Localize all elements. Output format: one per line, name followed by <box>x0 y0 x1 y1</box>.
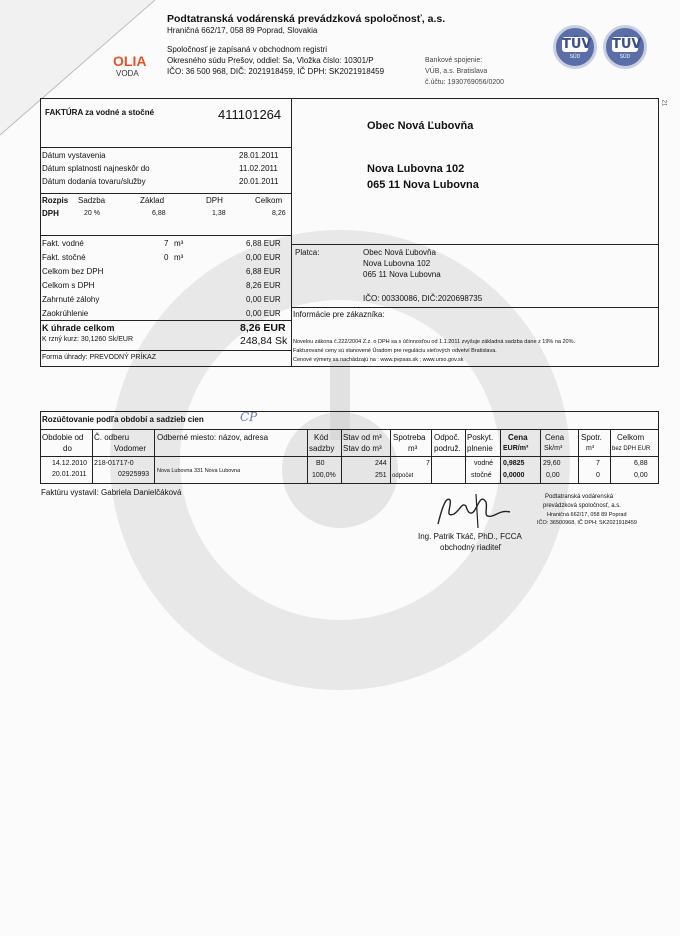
col-stav-2: Stav do m³ <box>343 444 382 453</box>
row-plnenie-1: vodné <box>474 460 494 467</box>
col-odpocet: Odpoč. <box>434 433 460 442</box>
amount-value: 0,00 EUR <box>246 253 281 262</box>
col-cena: Cena <box>508 433 528 442</box>
logo-text: OLIA <box>113 53 147 69</box>
col-cena-2: EUR/m³ <box>503 445 529 452</box>
payer-name: Obec Nová Ľubovňa <box>363 248 436 257</box>
rozpis-row-zaklad: 6,88 <box>152 210 166 217</box>
date-label: Dátum vystavenia <box>42 151 106 160</box>
row-stav-od: 244 <box>375 460 387 467</box>
col-poskyt-2: plnenie <box>467 444 493 453</box>
row-spotr-2: 0 <box>596 472 600 479</box>
payment-form: Forma úhrady: PREVODNÝ PRÍKAZ <box>42 354 156 361</box>
info-line-1: Novelou zákona č.222/2004 Z.z. o DPH sa s účinnosťou od 1.1.2011 zvyšuje základná sadzba dane z 19% na 20%. <box>293 339 576 345</box>
total-label: K úhrade celkom <box>42 323 115 333</box>
column-divider <box>341 429 342 484</box>
row-cena-2: 0,0000 <box>503 472 525 479</box>
row-kod-2: 100,0% <box>312 472 336 479</box>
column-divider <box>578 429 579 484</box>
row-stav-do: 251 <box>375 472 387 479</box>
amount-unit: m³ <box>174 253 184 262</box>
side-page-number: 21 <box>660 99 667 107</box>
register-line-2: Okresného súdu Prešov, oddiel: Sa, Vložka číslo: 10301/P <box>167 56 374 65</box>
handwritten-note: CP <box>240 410 258 424</box>
logo-subtext: VODA <box>116 69 139 78</box>
customer-name: Obec Nová Ľubovňa <box>367 120 474 132</box>
amount-label: Zahrnuté zálohy <box>42 295 100 304</box>
amount-value: 6,88 EUR <box>246 239 281 248</box>
exchange-rate: K rzný kurz: 30,1260 Sk/EUR <box>42 336 134 343</box>
company-name: Podtatranská vodárenská prevádzková spoločnosť, a.s. <box>167 13 446 25</box>
rozpis-header-sadzba: Sadzba <box>78 196 106 205</box>
rozpis-header-dph: DPH <box>206 196 223 205</box>
column-divider <box>390 429 391 484</box>
row-sk-1: 29,60 <box>543 460 561 467</box>
row-spotreba: 7 <box>426 460 430 467</box>
row-odpocet: odpočet <box>392 473 414 479</box>
amount-value: 6,88 EUR <box>246 267 281 276</box>
col-spotreba: Spotreba <box>393 433 426 442</box>
rozpis-header-label: Rozpis <box>42 196 69 205</box>
row-celkom-2: 0,00 <box>634 472 648 479</box>
column-divider <box>307 429 308 484</box>
col-spotreba-2: m³ <box>408 444 418 453</box>
rozpis-row-celkom: 8,26 <box>272 210 286 217</box>
stamp-line-4: IČO: 36500968, IČ DPH: SK2021918459 <box>537 520 637 526</box>
column-divider <box>465 429 466 484</box>
col-stav: Stav od m³ <box>343 433 382 442</box>
payer-address-1: Nova Lubovna 102 <box>363 259 431 268</box>
amount-label: Zaokrúhlenie <box>42 309 89 318</box>
row-vodomer: 02925993 <box>118 471 150 478</box>
rozpis-header-celkom: Celkom <box>255 196 283 205</box>
stamp-line-3: Hraničná 662/17, 058 89 Poprad <box>547 512 627 518</box>
col-celkom: Celkom <box>617 433 645 442</box>
invoice-number: 411101264 <box>218 107 282 122</box>
row-miesto: Nova Lubovna 331 Nova Lubovna <box>157 468 241 474</box>
amount-label: Celkom s DPH <box>42 281 95 290</box>
info-line-3: Cenové výmery sa nachádzajú na : www.pvpsas.sk ; www.urso.gov.sk <box>293 357 464 363</box>
column-divider <box>540 429 541 484</box>
col-vodomer: Vodomer <box>114 444 147 453</box>
column-divider <box>154 429 155 484</box>
row-plnenie-2: stočné <box>471 472 492 479</box>
column-divider <box>431 429 432 484</box>
col-cena-sk: Cena <box>545 433 565 442</box>
info-label: Informácie pre zákazníka: <box>293 310 385 319</box>
row-odber: 218-01717-0 <box>94 460 134 467</box>
row-celkom-1: 6,88 <box>634 460 648 467</box>
date-value: 20.01.2011 <box>239 177 279 186</box>
total-sk: 248,84 Sk <box>240 335 288 347</box>
col-odber: Č. odberu <box>94 433 130 442</box>
amount-qty: 7 <box>164 239 169 248</box>
issued-by: Faktúru vystavil: Gabriela Danielčáková <box>41 488 182 497</box>
stamp-line-2: prevádzková spoločnosť, a.s. <box>543 503 621 509</box>
amount-label: Celkom bez DPH <box>42 267 104 276</box>
payer-address-2: 065 11 Nova Lubovna <box>363 270 441 279</box>
payer-ids: IČO: 00330086, DIČ:2020698735 <box>363 294 483 303</box>
date-value: 28.01.2011 <box>239 151 279 160</box>
row-kod: B0 <box>316 460 325 467</box>
rozpis-row-dph: 1,38 <box>212 210 226 217</box>
total-value: 8,26 EUR <box>240 322 286 334</box>
row-sk-2: 0,00 <box>546 472 560 479</box>
amount-unit: m³ <box>174 239 184 248</box>
date-value: 11.02.2011 <box>239 164 278 173</box>
col-spotr-2: m³ <box>586 445 595 452</box>
date-label: Dátum dodania tovaru/služby <box>42 177 146 186</box>
row-od: 14.12.2010 <box>52 460 88 467</box>
register-line-3: IČO: 36 500 968, DIČ: 2021918459, IČ DPH: SK2021918459 <box>167 67 385 76</box>
signatory-name: Ing. Patrik Tkáč, PhD., FCCA <box>418 532 522 541</box>
column-divider <box>92 429 93 484</box>
amount-value: 0,00 EUR <box>246 295 281 304</box>
row-do: 20.01.2011 <box>52 471 87 478</box>
signature-image <box>432 488 522 533</box>
rozpis-row-sadzba: 20 % <box>84 210 100 217</box>
amount-label: Fakt. stočné <box>42 253 86 262</box>
signatory-title: obchodný riaditeľ <box>440 543 502 552</box>
row-spotr-1: 7 <box>596 460 600 467</box>
invoice-title: FAKTÚRA za vodné a stočné <box>45 108 155 117</box>
amount-qty: 0 <box>164 253 169 262</box>
bank-label: Bankové spojenie: <box>425 57 483 64</box>
col-miesto: Odberné miesto: názov, adresa <box>157 433 269 442</box>
col-poskyt: Poskyt. <box>467 433 494 442</box>
col-cena-sk-2: Sk/m³ <box>544 445 563 452</box>
tuv-certificate-badge: TÜV SÜD <box>603 25 647 69</box>
stamp-line-1: Podtatranská vodárenská <box>545 494 614 500</box>
rozpis-header-zaklad: Základ <box>140 196 165 205</box>
info-line-2: Fakturované ceny sú stanovené Úradom pre reguláciu sieťových odvetví Bratislava. <box>293 348 497 354</box>
col-kod-2: sadzby <box>309 444 335 453</box>
payer-label: Platca: <box>295 248 320 257</box>
col-obdobie-2: do <box>63 444 72 453</box>
bank-account: č.účtu: 1930769056/0200 <box>425 79 505 86</box>
col-kod: Kód <box>314 433 329 442</box>
amount-value: 0,00 EUR <box>246 309 281 318</box>
col-odpocet-2: podruž. <box>434 444 461 453</box>
bank-name: VÚB, a.s. Bratislava <box>425 68 488 75</box>
tuv-certificate-badge: TÜV SÜD <box>553 25 597 69</box>
company-address: Hraničná 662/17, 058 89 Poprad, Slovakia <box>167 26 318 35</box>
col-obdobie: Obdobie od <box>42 433 84 442</box>
register-line-1: Spoločnosť je zapísaná v obchodnom registri <box>167 45 327 54</box>
customer-address-2: 065 11 Nova Lubovna <box>367 179 479 191</box>
col-celkom-2: bez DPH EUR <box>612 446 651 452</box>
amount-value: 8,26 EUR <box>246 281 281 290</box>
customer-address-1: Nova Lubovna 102 <box>367 163 465 175</box>
col-spotr: Spotr. <box>581 433 602 442</box>
row-cena-1: 0,9825 <box>503 460 525 467</box>
invoice-frame <box>40 98 659 367</box>
rozpis-row-label: DPH <box>42 209 59 218</box>
date-label: Dátum splatnosti najneskôr do <box>42 164 150 173</box>
amount-label: Fakt. vodné <box>42 239 84 248</box>
column-divider <box>500 429 501 484</box>
breakdown-title: Rozúčtovanie podľa období a sadzieb cien <box>42 415 204 424</box>
column-divider <box>610 429 611 484</box>
